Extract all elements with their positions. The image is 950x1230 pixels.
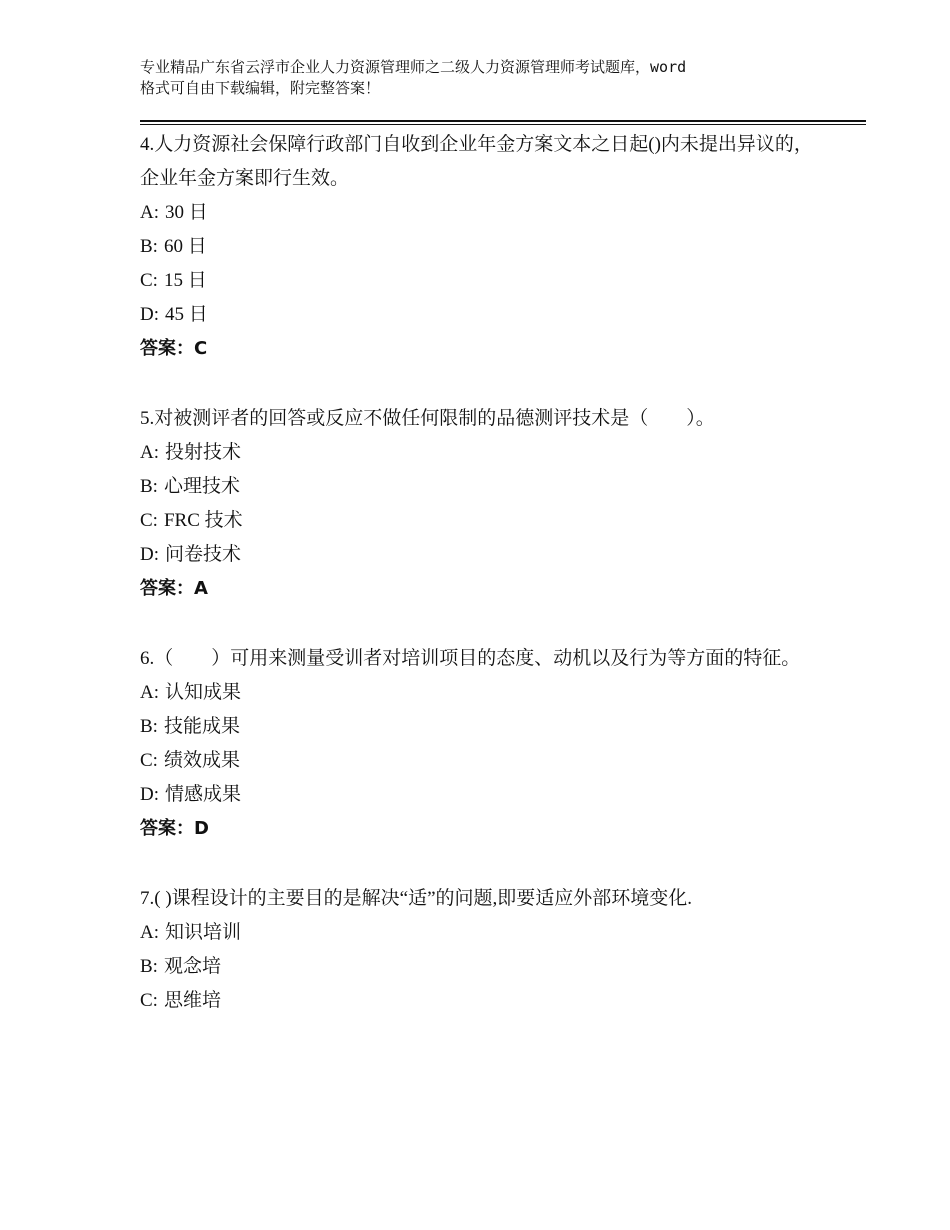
option-text: 15 日 [163, 270, 207, 291]
option-text: 认知成果 [165, 682, 242, 703]
option-text: 思维培 [163, 990, 221, 1011]
option-text: 心理技术 [163, 476, 240, 497]
option-letter: D: [140, 304, 159, 325]
option-d [140, 538, 820, 572]
option-letter: C: [140, 750, 158, 771]
option-letter: A: [140, 442, 159, 463]
option-a [140, 436, 820, 470]
question-stem: 6.（ ）可用来测量受训者对培训项目的态度、动机以及行为等方面的特征。 [140, 648, 801, 669]
option-c [140, 984, 820, 1018]
spacer [140, 606, 820, 640]
option-letter: A: [140, 202, 159, 223]
spacer [140, 366, 820, 400]
option-c [140, 504, 820, 538]
question-stem: 7.( )课程设计的主要目的是解决“适”的问题,即要适应外部环境变化. [140, 888, 693, 909]
answer-key: 答案：A [140, 578, 208, 599]
question-4 [140, 126, 820, 366]
option-letter: A: [140, 682, 159, 703]
option-letter: C: [140, 510, 158, 531]
option-d [140, 298, 820, 332]
option-a [140, 916, 820, 950]
option-d [140, 778, 820, 812]
option-letter: B: [140, 476, 158, 497]
option-text: 知识培训 [165, 922, 242, 943]
option-letter: B: [140, 236, 158, 257]
question-list [140, 126, 820, 1018]
question-7 [140, 880, 820, 1018]
option-text: 60 日 [163, 236, 207, 257]
option-b [140, 230, 820, 264]
answer-key: 答案：D [140, 818, 209, 839]
question-stem: 4.人力资源社会保障行政部门自收到企业年金方案文本之日起()内未提出异议的，企业年金方案即行生效。 [140, 134, 813, 189]
option-c [140, 744, 820, 778]
option-letter: D: [140, 544, 159, 565]
option-b [140, 950, 820, 984]
option-a [140, 676, 820, 710]
question-stem: 5.对被测评者的回答或反应不做任何限制的品德测评技术是（ ）。 [140, 408, 715, 429]
option-text: FRC 技术 [163, 510, 243, 531]
option-letter: B: [140, 956, 158, 977]
header-line-2: 格式可自由下载编辑，附完整答案！ [140, 79, 381, 97]
option-text: 45 日 [165, 304, 208, 325]
option-text: 情感成果 [165, 784, 242, 805]
option-c [140, 264, 820, 298]
option-text: 投射技术 [165, 442, 242, 463]
header-line-1: 专业精品广东省云浮市企业人力资源管理师之二级人力资源管理师考试题库，word [140, 58, 687, 76]
option-text: 问卷技术 [165, 544, 242, 565]
option-letter: B: [140, 716, 158, 737]
option-letter: C: [140, 990, 158, 1011]
option-text: 30 日 [165, 202, 208, 223]
question-5 [140, 400, 820, 606]
option-a [140, 196, 820, 230]
option-b [140, 710, 820, 744]
spacer [140, 846, 820, 880]
option-letter: A: [140, 922, 159, 943]
answer-key: 答案：C [140, 338, 208, 359]
document-header [140, 57, 820, 99]
question-6 [140, 640, 820, 846]
option-text: 技能成果 [163, 716, 240, 737]
option-letter: C: [140, 270, 158, 291]
option-text: 绩效成果 [163, 750, 240, 771]
header-divider [140, 120, 866, 125]
option-letter: D: [140, 784, 159, 805]
option-text: 观念培 [163, 956, 221, 977]
option-b [140, 470, 820, 504]
